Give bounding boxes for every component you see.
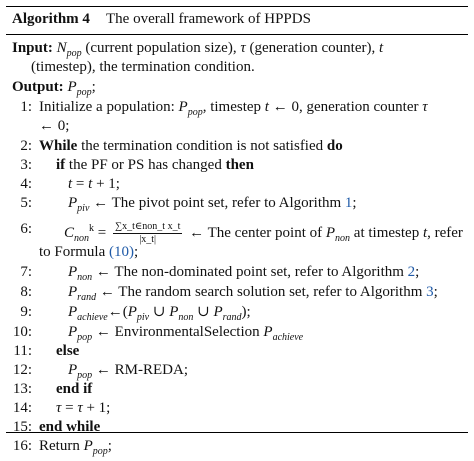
line-var: P [68, 324, 78, 340]
line-text: the PF or PS has changed [65, 157, 226, 173]
line-number: 12: [12, 362, 32, 378]
line-var: P [68, 264, 78, 280]
input-line-1 [12, 39, 383, 58]
line-text: ←( [107, 304, 128, 320]
keyword-end-if: end if [56, 381, 93, 397]
line-text: + 1; [92, 176, 120, 192]
keyword-while: While [39, 138, 78, 154]
line-var: P [127, 304, 137, 320]
line-text: at timestep [350, 225, 423, 241]
line-9 [6, 303, 468, 322]
line-number: 2: [20, 138, 32, 154]
line-var: P [213, 304, 223, 320]
algorithm-ref-link[interactable]: 3 [426, 284, 434, 300]
algorithm-body [6, 33, 468, 457]
keyword-do: do [326, 138, 343, 154]
line-var: P [169, 304, 179, 320]
formula-ref-link[interactable]: (10) [109, 244, 134, 260]
line-var: t [264, 99, 269, 115]
fraction-denominator: |x_t| [139, 234, 157, 246]
line-number: 10: [12, 324, 32, 340]
input-var-t: t [378, 40, 384, 56]
line-text: ; [415, 264, 420, 280]
line-var-sub: pop [187, 107, 203, 118]
line-7 [6, 263, 468, 282]
line-1 [6, 98, 468, 117]
algorithm-label: Algorithm 4 [12, 11, 90, 27]
output-tail: ; [91, 79, 96, 95]
line-number: 14: [12, 400, 32, 416]
algorithm-name: The overall framework of HPPDS [106, 11, 311, 27]
line-text: , timestep [202, 99, 265, 115]
line-var: t [68, 176, 73, 192]
line-var-sub: achieve [272, 332, 304, 343]
line-var: P [263, 324, 273, 340]
input-text: (timestep), the termination condition. [31, 59, 255, 75]
line-15 [6, 418, 468, 437]
line-text: ← 0; [39, 118, 70, 134]
line-6 [6, 215, 468, 246]
line-text: the termination condition is not satisfied [77, 138, 327, 154]
line-var: τ [56, 400, 62, 416]
line-number: 8: [20, 284, 32, 300]
line-var: C [64, 225, 75, 241]
line-text: = [94, 225, 110, 241]
line-text: ); [241, 304, 251, 320]
keyword-else: else [56, 343, 80, 359]
line-var-sub: non [335, 233, 351, 244]
line-var-sub: rand [77, 292, 97, 303]
line-var-sup: k [89, 223, 95, 234]
line-text: ← The center point of [185, 225, 326, 241]
input-keyword: Input: [12, 40, 53, 56]
line-var-sub: pop [77, 370, 93, 381]
line-text: ; [107, 438, 112, 454]
line-2 [6, 137, 468, 156]
line-text: + 1; [82, 400, 111, 416]
line-var-sub: piv [136, 312, 150, 323]
input-var-n: N [56, 40, 67, 56]
algorithm-ref-link[interactable]: 2 [407, 264, 416, 280]
output-var: P [67, 79, 77, 95]
line-text: ← 0, generation counter [268, 99, 423, 115]
keyword-end-while: end while [39, 419, 101, 435]
line-text: = [72, 176, 89, 192]
line-number: 16: [12, 438, 32, 454]
line-13 [6, 380, 468, 399]
line-var: τ [422, 99, 428, 115]
line-text: ; [352, 195, 357, 211]
line-var: P [83, 438, 93, 454]
line-var: P [68, 195, 78, 211]
line-number: 1: [20, 99, 32, 115]
output-var-sub: pop [76, 87, 92, 98]
line-5 [6, 194, 468, 213]
line-number: 11: [13, 343, 32, 359]
line-text: ← The pivot point set, refer to Algorithm [89, 195, 345, 211]
fraction-numerator: ∑x_t∈non_t x_t [114, 221, 181, 233]
output-keyword: Output: [12, 79, 64, 95]
input-text: (current population size), [81, 40, 241, 56]
line-text: ← EnvironmentalSelection [92, 324, 264, 340]
line-1-cont [39, 117, 69, 136]
line-text: ; [134, 244, 139, 260]
line-8 [6, 283, 468, 302]
line-number: 5: [20, 195, 32, 211]
input-text: (generation counter), [245, 40, 379, 56]
line-text: to Formula [39, 244, 109, 260]
line-text: Return [39, 438, 84, 454]
line-text: ← The non-dominated point set, refer to Algorithm [92, 264, 408, 280]
line-text: Initialize a population: [39, 99, 179, 115]
line-text: ∪ [149, 304, 170, 320]
line-var-sub: pop [92, 446, 108, 457]
line-number: 15: [12, 419, 32, 435]
line-16 [6, 437, 468, 456]
line-text: ; [433, 284, 438, 300]
input-line-2 [31, 58, 255, 77]
line-var-sub: pop [77, 332, 93, 343]
line-var: t [88, 176, 93, 192]
output-line [12, 78, 96, 97]
line-var-sub: rand [222, 312, 242, 323]
line-var: P [68, 304, 78, 320]
keyword-if: if [56, 157, 66, 173]
line-var-sub: non [178, 312, 194, 323]
line-var: P [68, 362, 78, 378]
line-text: ← The random search solution set, refer to Algorithm [96, 284, 427, 300]
line-6-cont [39, 243, 138, 262]
line-text: = [61, 400, 78, 416]
line-var: τ [77, 400, 83, 416]
input-var-n-sub: pop [66, 48, 82, 59]
keyword-then: then [225, 157, 254, 173]
line-var-sub: piv [77, 203, 90, 214]
line-3 [6, 156, 468, 175]
line-4 [6, 175, 468, 194]
line-var-sub: achieve [77, 312, 108, 323]
line-var-sub: non [77, 272, 93, 283]
line-var: P [325, 225, 336, 241]
line-var: P [178, 99, 188, 115]
line-var: P [68, 284, 78, 300]
algorithm-title-row [6, 6, 468, 35]
line-number: 3: [20, 157, 32, 173]
algorithm-box [6, 6, 468, 457]
line-number: 9: [20, 304, 32, 320]
line-14 [6, 399, 468, 418]
line-10 [6, 323, 468, 342]
line-number: 7: [20, 264, 32, 280]
line-text: ∪ [193, 304, 214, 320]
line-text: , refer [427, 225, 463, 241]
line-12 [6, 361, 468, 380]
line-number: 13: [12, 381, 32, 397]
line-var: t [422, 225, 428, 241]
line-number: 6: [20, 221, 32, 237]
line-number: 4: [20, 176, 32, 192]
input-var-tau: τ [240, 40, 246, 56]
line-11 [6, 342, 468, 361]
line-text: ← RM-REDA; [92, 362, 189, 378]
algorithm-ref-link[interactable]: 1 [344, 195, 353, 211]
line-var-sub: non [74, 233, 90, 244]
